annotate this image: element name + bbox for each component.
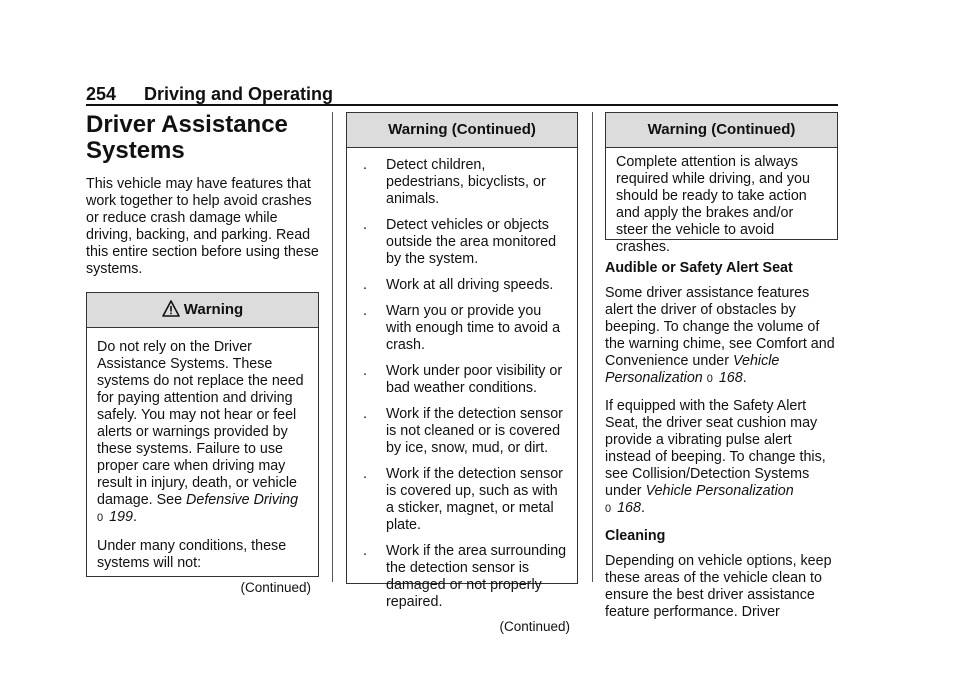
page-ref-168-2[interactable]: 168 [617,500,641,516]
warning-text-1: Do not rely on the Driver Assistance Systems. These systems do not replace the need for paying attention and driving safely. You may not hear or feel alerts or warnings provided by these systems. Failure to use proper care when driving may result in injury, death, or vehicle damage. See [97,339,304,508]
page-ref-199[interactable]: 199 [109,509,133,525]
list-item: . Detect vehicles or objects outside the area monitored by the system. [363,217,557,267]
intro-paragraph: This vehicle may have features that work together to help avoid crashes or reduce crash damage while driving, backing, and parking. Read this entire section before using these systems. [86,176,319,277]
page-number: 254 [86,84,117,104]
warning-title [87,293,318,328]
section-title: Driving and Operating [144,84,334,104]
link-vehicle-personalization[interactable]: Vehicle Personalization [605,353,780,386]
column-divider-1 [332,112,333,582]
warning-triangle-icon [162,296,180,330]
list-item: . Work under poor visibility or bad weather conditions. [363,363,563,396]
page-header [86,84,838,104]
page-ref-icon: 0 [97,512,104,524]
list-item: . Work if the detection sensor is not cleaned or is covered by ice, snow, mud, or dirt. [363,406,563,456]
subheading-cleaning: Cleaning [605,528,666,544]
warning-continued-body [347,148,577,641]
warning-continued-title-2: Warning (Continued) [606,113,837,148]
list-item: . Warn you or provide you with enough time to avoid a crash. [363,303,561,353]
list-item: . Detect children, pedestrians, bicyclists, or animals. [363,157,546,207]
warning-attention-text: Complete attention is always required while driving, and you should be ready to take action and apply the brakes and/or steer the vehicle to avoid crashes. [616,154,810,255]
page-ref-icon: 0 [706,373,713,385]
paragraph-chime: Some driver assistance features alert the driver of obstacles by beeping. To change the volume of the warning chime, see Comfort and Convenience under Vehicle Personalization 0 168. [605,285,835,386]
warning-paragraph-2: Under many conditions, these systems will not: [97,538,287,571]
continued-label: (Continued) [499,619,570,634]
subheading-alert-seat: Audible or Safety Alert Seat [605,260,793,276]
warning-continued-box-2 [605,112,838,255]
column-2 [346,112,578,634]
page-heading: Driver Assistance Systems [86,111,288,164]
header-rule [86,104,838,106]
warning-box [86,292,319,595]
warning-paragraph-1: Do not rely on the Driver Assistance Systems. These systems do not replace the need for paying attention and driving safely. You may not hear or feel alerts or warnings provided by these systems. Failure to use proper care when driving may result in injury, death, or vehicle damage. See Defensive Driving 0 199. [97,339,304,525]
page-ref-168[interactable]: 168 [718,370,743,386]
column-1 [86,111,319,595]
column-divider-2 [592,112,593,582]
paragraph-safety-seat: If equipped with the Safety Alert Seat, the driver seat cushion may provide a vibrating pulse alert instead of beeping. To change this, see Collision/Detection Systems under Vehicle Personalization 0 168. [605,398,826,516]
warning-continued-box [346,112,578,634]
list-item: . Work if the area surrounding the detection sensor is damaged or not properly repaired. [363,543,567,610]
warning-continued-title: Warning (Continued) [347,113,577,148]
page-ref-icon: 0 [605,503,612,515]
continued-label: (Continued) [240,580,311,595]
link-vehicle-personalization-2[interactable]: Vehicle Personalization [645,483,794,499]
link-defensive-driving[interactable]: Defensive Driving [186,492,299,508]
warning-title-text: Warning [183,301,244,318]
list-item: . Work if the detection sensor is covered up, such as with a sticker, magnet, or metal plate. [363,466,563,533]
limitations-list [357,157,567,611]
paragraph-cleaning: Depending on vehicle options, keep these areas of the vehicle clean to ensure the best driver assistance feature performance. Driver [605,553,832,620]
list-item: . Work at all driving speeds. [363,277,554,293]
warning-body [87,328,318,602]
column-3 [605,112,838,631]
